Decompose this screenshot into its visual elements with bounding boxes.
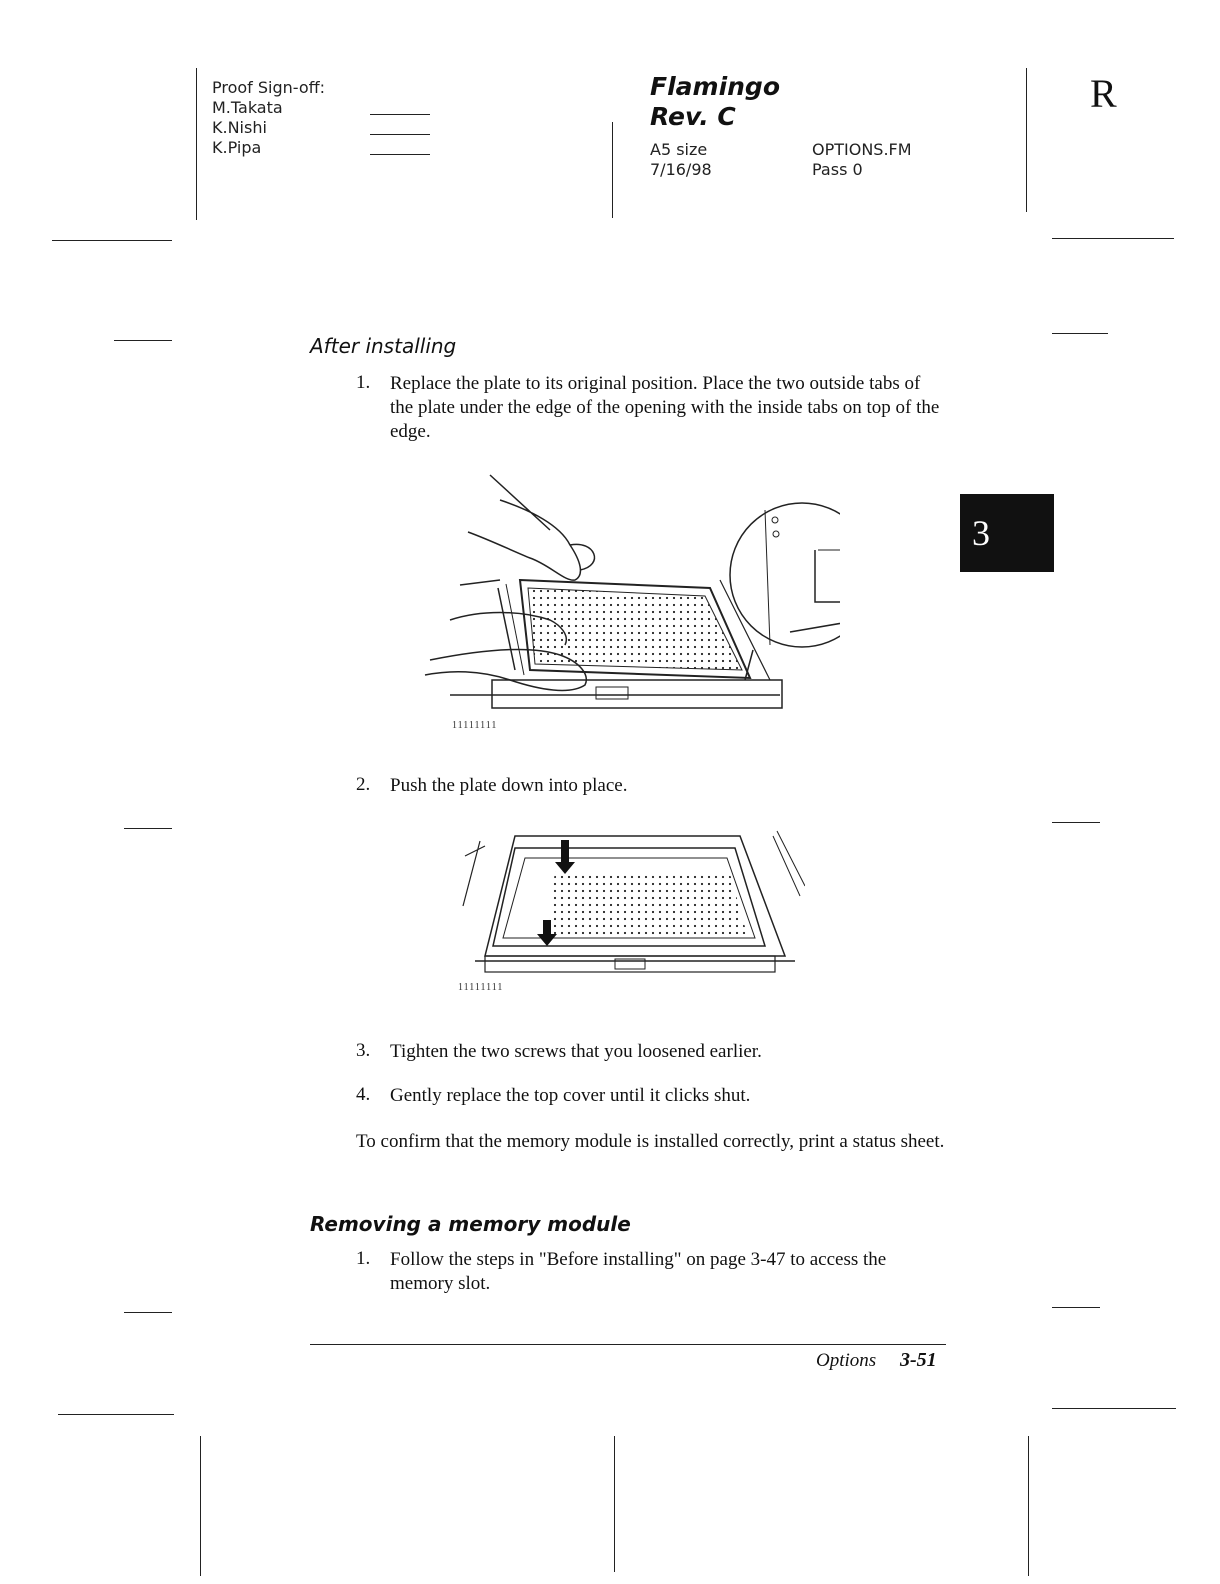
step-number: 4.: [356, 1084, 371, 1105]
step-text: Gently replace the top cover until it clicks shut.: [390, 1085, 751, 1106]
signer-name: K.Pipa: [212, 138, 262, 157]
registration-line: [114, 340, 172, 341]
project-name: Flamingo: [650, 72, 781, 101]
step-text: Push the plate down into place.: [390, 775, 628, 796]
registration-line: [58, 1414, 174, 1415]
proof-label: Proof Sign-off:: [212, 78, 326, 97]
signature-line: [370, 134, 430, 135]
step-text: Tighten the two screws that you loosened earlier.: [390, 1041, 762, 1062]
step-number: 2.: [356, 774, 371, 795]
step-number: 1.: [356, 1248, 371, 1269]
registration-line: [124, 1312, 172, 1313]
revision: Rev. C: [650, 102, 736, 131]
file-name: OPTIONS.FM: [812, 140, 912, 159]
plate-push-figure: [455, 826, 805, 986]
step-text: Follow the steps in "Before installing" on page 3-47 to access the memory slot.: [390, 1249, 887, 1294]
footer-section: Options: [816, 1350, 877, 1371]
proof-signoff: [212, 78, 412, 158]
section-heading: After installing: [310, 334, 457, 358]
signature-line: [370, 114, 430, 115]
crop-mark: [1026, 68, 1027, 212]
page-size: A5 size: [650, 140, 708, 159]
crop-mark: [614, 1436, 615, 1572]
step-number: 1.: [356, 372, 371, 393]
figure-code: 11111111: [452, 720, 498, 731]
registration-line: [1052, 822, 1100, 823]
signer-name: M.Takata: [212, 98, 283, 117]
registration-line: [1052, 238, 1174, 239]
footer-rule: [310, 1344, 946, 1345]
step-number: 3.: [356, 1040, 371, 1061]
registration-line: [52, 240, 172, 241]
plate-replacement-figure: [420, 470, 840, 740]
registration-line: [1052, 1408, 1176, 1409]
signature-line: [370, 154, 430, 155]
pass-number: Pass 0: [812, 160, 863, 179]
registration-line: [124, 828, 172, 829]
signer-name: K.Nishi: [212, 118, 267, 137]
registration-line: [1052, 1307, 1100, 1308]
corner-mark: R: [1090, 71, 1117, 116]
crop-mark: [200, 1436, 201, 1576]
chapter-tab: 3: [960, 494, 1054, 572]
step-text: Replace the plate to its original position. Place the two outside tabs of the plate under the edge of the opening with the inside tabs on top of the edge.: [390, 373, 940, 442]
registration-line: [1052, 333, 1108, 334]
confirm-paragraph: To confirm that the memory module is installed correctly, print a status sheet.: [356, 1131, 945, 1152]
date: 7/16/98: [650, 160, 712, 179]
figure-code: 11111111: [458, 982, 504, 993]
crop-mark: [1028, 1436, 1029, 1576]
crop-mark: [196, 68, 197, 220]
section-heading: Removing a memory module: [310, 1212, 631, 1236]
crop-mark: [612, 122, 613, 218]
page-number: 3-51: [900, 1349, 937, 1371]
